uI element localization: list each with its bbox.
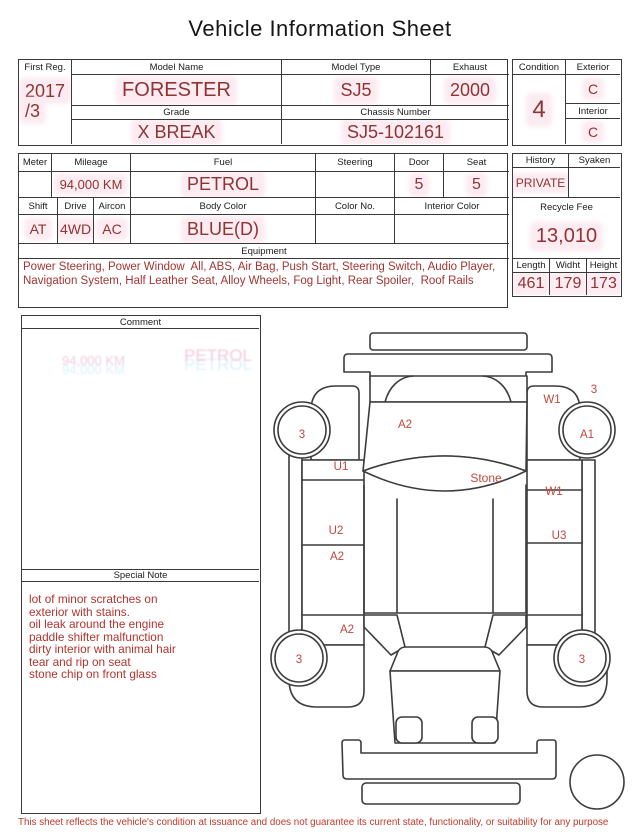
special-note-header: Special Note <box>22 569 259 582</box>
damage-code-label: W1 <box>543 394 561 406</box>
first-reg-cell <box>19 60 72 144</box>
shift-header: Shift <box>19 198 58 215</box>
interior-value: C <box>585 124 601 140</box>
exhaust-header: Exhaust <box>431 60 509 75</box>
exterior-header: Exterior <box>566 60 620 75</box>
aircon-header: Aircon <box>94 198 131 215</box>
fuel-header: Fuel <box>131 154 316 172</box>
interior-color-header: Interior Color <box>395 198 509 215</box>
height-cell <box>587 273 620 295</box>
length-header: Length <box>513 259 550 273</box>
equipment-header: Equipment <box>19 244 509 259</box>
damage-annotation-stone: Stone <box>470 471 502 485</box>
special-note-line: paddle shifter malfunction <box>29 629 164 644</box>
special-note-lines <box>29 593 176 681</box>
damage-code-label: W1 <box>545 486 563 498</box>
right-rear-lamp <box>472 717 498 743</box>
seat-value: 5 <box>469 176 484 194</box>
left-sill-panel <box>289 455 302 645</box>
special-note-line: tear and rip on seat <box>29 654 131 669</box>
damage-code-label: A2 <box>329 551 345 563</box>
grade-header: Grade <box>72 106 282 120</box>
special-note-line: oil leak around the engine <box>29 617 165 631</box>
equipment-text: Power Steering, Power Window All, ABS, Air Bag, Push Start, Steering Switch, Audio Player, Navigation System, Half Leather Seat, Alloy Wheels, Fog Light, Rear Spoiler, Roof Rails <box>23 261 499 287</box>
damage-code-label: U3 <box>551 530 567 542</box>
drive-value: 4WD <box>58 221 94 237</box>
damage-code-label: 3 <box>590 384 598 396</box>
grade-cell <box>72 120 282 144</box>
page-title: Vehicle Information Sheet <box>188 16 452 41</box>
damage-code-label: 3 <box>578 654 586 666</box>
rear-window <box>390 647 500 671</box>
recycle-fee-cell <box>513 214 620 259</box>
syaken-cell <box>569 168 620 198</box>
model-name-value: FORESTER <box>119 79 234 102</box>
disclaimer-text: This sheet reflects the vehicle's condition at issuance and does not guarantee its current state, functionality, or suitability for any purpose <box>18 817 609 828</box>
damage-code-label: A2 <box>339 624 355 636</box>
body-color-value: BLUE(D) <box>184 219 262 240</box>
front-bumper-strip <box>370 333 527 350</box>
roof-and-window-lines <box>364 485 526 613</box>
comment-ghost-text: PETROL <box>184 346 253 365</box>
damage-code-label: 3 <box>298 429 306 441</box>
comment-ghost-text: 94,000 KM <box>62 353 125 368</box>
door-value: 5 <box>412 176 427 194</box>
damage-code-label: A2 <box>397 419 413 431</box>
model-name-cell <box>72 75 282 106</box>
damage-code-label: U1 <box>333 461 349 473</box>
history-header: History <box>513 154 569 168</box>
right-sill-panel <box>582 460 595 645</box>
door-cell <box>395 172 444 198</box>
comment-header: Comment <box>22 316 259 329</box>
color-no-header: Color No. <box>316 198 395 215</box>
width-header: Widht <box>550 259 587 273</box>
comment-area <box>22 329 259 569</box>
exhaust-value: 2000 <box>447 80 493 101</box>
history-value: PRIVATE <box>513 176 568 190</box>
seat-header: Seat <box>444 154 509 172</box>
shift-cell <box>19 215 58 244</box>
length-value: 461 <box>515 275 548 293</box>
special-note-line: dirty interior with animal hair <box>29 642 176 656</box>
interior-header: Interior <box>566 104 620 119</box>
condition-value: 4 <box>529 96 548 124</box>
height-value: 173 <box>587 275 620 293</box>
exterior-value: C <box>585 81 601 97</box>
chassis-number-cell <box>282 120 509 144</box>
rear-bumper-strip <box>362 783 520 804</box>
first-reg-value: 2017 /3 <box>19 81 68 121</box>
width-value: 179 <box>552 275 585 293</box>
history-cell <box>513 168 569 198</box>
rear-bumper <box>342 740 556 779</box>
body-color-header: Body Color <box>131 198 316 215</box>
syaken-header: Syaken <box>569 154 620 168</box>
first-reg-label: First Reg. <box>24 62 66 73</box>
damage-code-label: U2 <box>328 525 344 537</box>
width-cell <box>550 273 587 295</box>
model-type-header: Model Type <box>282 60 431 75</box>
condition-cell <box>513 75 566 144</box>
model-type-cell <box>282 75 431 106</box>
special-note-line: exterior with stains. <box>29 604 130 619</box>
drive-cell <box>58 215 94 244</box>
mileage-value: 94,000 KM <box>57 177 126 192</box>
exhaust-cell <box>431 75 509 106</box>
car-damage-diagram <box>268 313 630 813</box>
special-note-line: stone chip on front glass <box>29 667 157 681</box>
car-outline <box>271 333 624 809</box>
interior-color-cell <box>395 215 509 244</box>
chassis-number-header: Chassis Number <box>282 106 509 120</box>
steering-header: Steering <box>316 154 395 172</box>
condition-header: Condition <box>513 60 566 75</box>
door-header: Door <box>395 154 444 172</box>
mileage-header: Mileage <box>52 154 131 172</box>
history-table <box>512 153 622 297</box>
equipment-cell <box>19 259 509 307</box>
grade-value: X BREAK <box>134 122 218 143</box>
shift-value: AT <box>27 221 50 237</box>
seat-cell <box>444 172 509 198</box>
condition-table <box>512 59 622 146</box>
meter-cell <box>19 172 52 198</box>
model-name-header: Model Name <box>72 60 282 75</box>
aircon-cell <box>94 215 131 244</box>
damage-code-label: A1 <box>579 429 595 441</box>
special-note-line: lot of minor scratches on <box>29 592 158 606</box>
model-type-value: SJ5 <box>337 80 374 101</box>
special-note-area <box>22 593 259 813</box>
left-rear-lamp <box>396 717 422 743</box>
meter-header: Meter <box>19 154 52 172</box>
mileage-cell <box>52 172 131 198</box>
height-header: Height <box>587 259 620 273</box>
steering-cell <box>316 172 395 198</box>
aircon-value: AC <box>99 221 124 237</box>
fuel-value: PETROL <box>184 174 262 195</box>
drive-header: Drive <box>58 198 94 215</box>
interior-cell <box>566 119 620 144</box>
body-color-cell <box>131 215 316 244</box>
length-cell <box>513 273 550 295</box>
spare-wheel <box>570 755 624 809</box>
chassis-number-value: SJ5-102161 <box>344 122 447 143</box>
recycle-fee-value: 13,010 <box>533 225 600 248</box>
exterior-cell <box>566 75 620 104</box>
model-info-table <box>18 59 508 146</box>
color-no-cell <box>316 215 395 244</box>
fuel-cell <box>131 172 316 198</box>
recycle-fee-header: Recycle Fee <box>540 201 593 213</box>
comment-note-box <box>21 315 261 814</box>
damage-code-label: 3 <box>295 654 303 666</box>
front-cowl-panel <box>370 376 527 402</box>
spec-table <box>18 153 508 308</box>
